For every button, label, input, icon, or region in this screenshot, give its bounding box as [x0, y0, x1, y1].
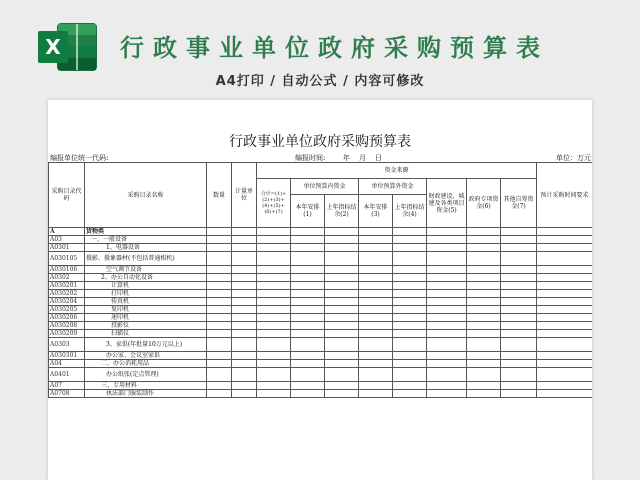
empty-cell[interactable]	[537, 382, 592, 390]
empty-cell[interactable]	[427, 266, 467, 274]
row-code-cell[interactable]: A0302	[49, 274, 85, 282]
empty-cell[interactable]	[537, 282, 592, 290]
empty-cell[interactable]	[393, 252, 427, 266]
row-name-cell[interactable]: 传真机	[85, 298, 207, 306]
empty-cell[interactable]	[393, 390, 427, 398]
empty-cell[interactable]	[501, 252, 537, 266]
table-row[interactable]	[49, 306, 593, 314]
table-row[interactable]	[49, 252, 593, 266]
header-quantity: 数量	[207, 163, 232, 228]
empty-cell[interactable]	[537, 330, 592, 338]
table-row[interactable]	[49, 266, 593, 274]
row-code-cell[interactable]: A030205	[49, 306, 85, 314]
empty-cell[interactable]	[207, 360, 232, 368]
currency-unit-label: 单位：万元	[556, 154, 591, 162]
empty-cell[interactable]	[467, 338, 501, 352]
empty-cell[interactable]	[325, 338, 359, 352]
row-code-cell[interactable]: A030301	[49, 352, 85, 360]
empty-cell[interactable]	[325, 306, 359, 314]
header-code: 采购目录代码	[49, 163, 85, 228]
table-row[interactable]	[49, 314, 593, 322]
empty-cell[interactable]	[207, 314, 232, 322]
row-name-cell[interactable]: 摄影、摄象器材(不包括普通相机)	[85, 252, 207, 266]
empty-cell[interactable]	[393, 298, 427, 306]
empty-cell[interactable]	[325, 290, 359, 298]
header-col-2: 上年指标结余(2)	[325, 195, 359, 228]
header-name: 采购目录名称	[85, 163, 207, 228]
empty-cell[interactable]	[501, 306, 537, 314]
row-code-cell[interactable]: A030106	[49, 266, 85, 274]
empty-cell[interactable]	[257, 298, 291, 306]
empty-cell[interactable]	[232, 228, 257, 236]
empty-cell[interactable]	[427, 282, 467, 290]
empty-cell[interactable]	[359, 382, 393, 390]
empty-cell[interactable]	[393, 236, 427, 244]
empty-cell[interactable]	[257, 314, 291, 322]
empty-cell[interactable]	[501, 266, 537, 274]
empty-cell[interactable]	[207, 352, 232, 360]
row-code-cell[interactable]: A030201	[49, 282, 85, 290]
budget-table	[48, 162, 592, 398]
empty-cell[interactable]	[537, 338, 592, 352]
month-label: 月	[359, 154, 366, 162]
row-code-cell[interactable]: A0708	[49, 390, 85, 398]
header-col-3: 本年安排(3)	[359, 195, 393, 228]
document-title: 行政事业单位政府采购预算表	[229, 134, 411, 150]
empty-cell[interactable]	[359, 306, 393, 314]
empty-cell[interactable]	[232, 244, 257, 252]
row-code-cell[interactable]: A030209	[49, 330, 85, 338]
empty-cell[interactable]	[291, 228, 325, 236]
header-col-1: 本年安排(1)	[291, 195, 325, 228]
empty-cell[interactable]	[467, 330, 501, 338]
empty-cell[interactable]	[467, 252, 501, 266]
empty-cell[interactable]	[537, 352, 592, 360]
banner-title: 行政事业单位政府采购预算表	[120, 34, 549, 62]
empty-cell[interactable]	[537, 252, 592, 266]
row-name-cell[interactable]: 2、办公自动化设备	[85, 274, 207, 282]
empty-cell[interactable]	[232, 390, 257, 398]
empty-cell[interactable]	[501, 282, 537, 290]
empty-cell[interactable]	[359, 252, 393, 266]
banner-subtitle: A4打印 / 自动公式 / 内容可修改	[215, 74, 425, 89]
empty-cell[interactable]	[232, 298, 257, 306]
empty-cell[interactable]	[427, 228, 467, 236]
empty-cell[interactable]	[291, 274, 325, 282]
empty-cell[interactable]	[291, 282, 325, 290]
row-code-cell[interactable]: A0301	[49, 244, 85, 252]
empty-cell[interactable]	[393, 306, 427, 314]
empty-cell[interactable]	[257, 252, 291, 266]
empty-cell[interactable]	[207, 382, 232, 390]
empty-cell[interactable]	[257, 306, 291, 314]
row-code-cell[interactable]: A030206	[49, 314, 85, 322]
empty-cell[interactable]	[537, 244, 592, 252]
empty-cell[interactable]	[467, 390, 501, 398]
empty-cell[interactable]	[427, 382, 467, 390]
empty-cell[interactable]	[325, 298, 359, 306]
empty-cell[interactable]	[359, 244, 393, 252]
empty-cell[interactable]	[537, 314, 592, 322]
empty-cell[interactable]	[393, 330, 427, 338]
empty-cell[interactable]	[207, 390, 232, 398]
empty-cell[interactable]	[291, 266, 325, 274]
empty-cell[interactable]	[467, 352, 501, 360]
empty-cell[interactable]	[207, 368, 232, 382]
empty-cell[interactable]	[393, 282, 427, 290]
table-row[interactable]	[49, 390, 593, 398]
row-code-cell[interactable]: A0303	[49, 338, 85, 352]
row-code-cell[interactable]: A04	[49, 360, 85, 368]
table-row[interactable]	[49, 330, 593, 338]
empty-cell[interactable]	[537, 298, 592, 306]
empty-cell[interactable]	[393, 290, 427, 298]
empty-cell[interactable]	[291, 360, 325, 368]
empty-cell[interactable]	[325, 314, 359, 322]
empty-cell[interactable]	[467, 368, 501, 382]
empty-cell[interactable]	[207, 252, 232, 266]
empty-cell[interactable]	[207, 274, 232, 282]
empty-cell[interactable]	[427, 390, 467, 398]
empty-cell[interactable]	[393, 244, 427, 252]
row-code-cell[interactable]: A	[49, 228, 85, 236]
excel-logo-icon	[36, 22, 98, 72]
spreadsheet-page	[48, 100, 592, 480]
empty-cell[interactable]	[291, 290, 325, 298]
empty-cell[interactable]	[232, 382, 257, 390]
header-gov-funds: 政府专项资金(6)	[467, 179, 501, 228]
table-row[interactable]	[49, 228, 593, 236]
empty-cell[interactable]	[232, 252, 257, 266]
empty-cell[interactable]	[257, 382, 291, 390]
empty-cell[interactable]	[291, 390, 325, 398]
empty-cell[interactable]	[257, 274, 291, 282]
empty-cell[interactable]	[427, 360, 467, 368]
empty-cell[interactable]	[325, 236, 359, 244]
empty-cell[interactable]	[537, 228, 592, 236]
empty-cell[interactable]	[257, 236, 291, 244]
empty-cell[interactable]	[291, 338, 325, 352]
empty-cell[interactable]	[207, 298, 232, 306]
row-name-cell[interactable]: 办公纸张(定点管理)	[85, 368, 207, 382]
empty-cell[interactable]	[232, 282, 257, 290]
empty-cell[interactable]	[467, 274, 501, 282]
empty-cell[interactable]	[232, 352, 257, 360]
empty-cell[interactable]	[257, 290, 291, 298]
empty-cell[interactable]	[537, 390, 592, 398]
empty-cell[interactable]	[359, 330, 393, 338]
empty-cell[interactable]	[257, 244, 291, 252]
empty-cell[interactable]	[359, 368, 393, 382]
row-name-cell[interactable]: 1、电器设备	[85, 244, 207, 252]
row-name-cell[interactable]: 一、一般设备	[85, 236, 207, 244]
row-name-cell[interactable]: 货物类	[85, 228, 207, 236]
empty-cell[interactable]	[427, 314, 467, 322]
empty-cell[interactable]	[427, 368, 467, 382]
empty-cell[interactable]	[207, 290, 232, 298]
empty-cell[interactable]	[537, 368, 592, 382]
table-row[interactable]	[49, 236, 593, 244]
empty-cell[interactable]	[467, 306, 501, 314]
empty-cell[interactable]	[359, 274, 393, 282]
empty-cell[interactable]	[232, 314, 257, 322]
row-name-cell[interactable]: 执法部门服装制作	[85, 390, 207, 398]
empty-cell[interactable]	[537, 360, 592, 368]
empty-cell[interactable]	[257, 228, 291, 236]
empty-cell[interactable]	[325, 322, 359, 330]
empty-cell[interactable]	[291, 330, 325, 338]
empty-cell[interactable]	[232, 290, 257, 298]
empty-cell[interactable]	[501, 228, 537, 236]
empty-cell[interactable]	[537, 274, 592, 282]
empty-cell[interactable]	[257, 368, 291, 382]
empty-cell[interactable]	[291, 322, 325, 330]
row-code-cell[interactable]: A030105	[49, 252, 85, 266]
empty-cell[interactable]	[291, 298, 325, 306]
empty-cell[interactable]	[257, 390, 291, 398]
empty-cell[interactable]	[393, 382, 427, 390]
empty-cell[interactable]	[207, 244, 232, 252]
table-row[interactable]	[49, 244, 593, 252]
logo-letter: X	[45, 35, 61, 59]
empty-cell[interactable]	[207, 236, 232, 244]
empty-cell[interactable]	[427, 252, 467, 266]
empty-cell[interactable]	[427, 306, 467, 314]
empty-cell[interactable]	[501, 330, 537, 338]
row-name-cell[interactable]: 扫描仪	[85, 330, 207, 338]
empty-cell[interactable]	[325, 228, 359, 236]
empty-cell[interactable]	[207, 228, 232, 236]
empty-cell[interactable]	[501, 322, 537, 330]
empty-cell[interactable]	[537, 236, 592, 244]
empty-cell[interactable]	[501, 298, 537, 306]
row-name-cell[interactable]: 复印机	[85, 306, 207, 314]
table-row[interactable]	[49, 352, 593, 360]
empty-cell[interactable]	[291, 236, 325, 244]
empty-cell[interactable]	[467, 382, 501, 390]
empty-cell[interactable]	[393, 266, 427, 274]
empty-cell[interactable]	[393, 360, 427, 368]
empty-cell[interactable]	[232, 306, 257, 314]
empty-cell[interactable]	[257, 282, 291, 290]
banner	[0, 0, 640, 98]
empty-cell[interactable]	[393, 314, 427, 322]
empty-cell[interactable]	[427, 236, 467, 244]
table-row[interactable]	[49, 298, 593, 306]
empty-cell[interactable]	[501, 290, 537, 298]
header-unit: 计量单位	[232, 163, 257, 228]
empty-cell[interactable]	[501, 314, 537, 322]
empty-cell[interactable]	[291, 244, 325, 252]
empty-cell[interactable]	[291, 314, 325, 322]
table-row[interactable]	[49, 338, 593, 352]
empty-cell[interactable]	[537, 290, 592, 298]
empty-cell[interactable]	[467, 360, 501, 368]
empty-cell[interactable]	[325, 352, 359, 360]
empty-cell[interactable]	[467, 314, 501, 322]
empty-cell[interactable]	[427, 274, 467, 282]
empty-cell[interactable]	[232, 368, 257, 382]
empty-cell[interactable]	[207, 282, 232, 290]
empty-cell[interactable]	[232, 274, 257, 282]
empty-cell[interactable]	[501, 382, 537, 390]
row-name-cell[interactable]: 计算机	[85, 282, 207, 290]
empty-cell[interactable]	[232, 322, 257, 330]
empty-cell[interactable]	[207, 330, 232, 338]
empty-cell[interactable]	[359, 338, 393, 352]
empty-cell[interactable]	[257, 266, 291, 274]
day-label: 日	[375, 154, 382, 162]
empty-cell[interactable]	[427, 244, 467, 252]
empty-cell[interactable]	[291, 252, 325, 266]
empty-cell[interactable]	[207, 338, 232, 352]
date-label: 编报时间:	[295, 154, 326, 162]
empty-cell[interactable]	[393, 228, 427, 236]
empty-cell[interactable]	[359, 298, 393, 306]
empty-cell[interactable]	[393, 352, 427, 360]
empty-cell[interactable]	[359, 322, 393, 330]
empty-cell[interactable]	[467, 236, 501, 244]
unit-code-label: 编报单位统一代码:	[50, 154, 109, 162]
empty-cell[interactable]	[467, 266, 501, 274]
row-name-cell[interactable]: 空气调节设备	[85, 266, 207, 274]
table-row[interactable]	[49, 274, 593, 282]
row-name-cell[interactable]: 打印机	[85, 290, 207, 298]
row-name-cell[interactable]: 投影仪	[85, 322, 207, 330]
table-row[interactable]	[49, 322, 593, 330]
row-code-cell[interactable]: A030208	[49, 322, 85, 330]
empty-cell[interactable]	[207, 306, 232, 314]
empty-cell[interactable]	[467, 244, 501, 252]
empty-cell[interactable]	[232, 360, 257, 368]
empty-cell[interactable]	[257, 352, 291, 360]
empty-cell[interactable]	[537, 322, 592, 330]
empty-cell[interactable]	[501, 274, 537, 282]
empty-cell[interactable]	[359, 266, 393, 274]
empty-cell[interactable]	[427, 322, 467, 330]
empty-cell[interactable]	[325, 266, 359, 274]
empty-cell[interactable]	[325, 252, 359, 266]
empty-cell[interactable]	[467, 290, 501, 298]
row-name-cell[interactable]: 办公家、会议室家俱	[85, 352, 207, 360]
empty-cell[interactable]	[257, 360, 291, 368]
empty-cell[interactable]	[232, 338, 257, 352]
empty-cell[interactable]	[325, 382, 359, 390]
empty-cell[interactable]	[467, 322, 501, 330]
empty-cell[interactable]	[537, 266, 592, 274]
empty-cell[interactable]	[207, 322, 232, 330]
empty-cell[interactable]	[501, 352, 537, 360]
empty-cell[interactable]	[427, 290, 467, 298]
empty-cell[interactable]	[291, 352, 325, 360]
empty-cell[interactable]	[325, 368, 359, 382]
empty-cell[interactable]	[232, 330, 257, 338]
header-outer-budget: 单位预算外资金	[359, 179, 427, 195]
row-code-cell[interactable]: A0401	[49, 368, 85, 382]
empty-cell[interactable]	[359, 290, 393, 298]
row-name-cell[interactable]: 速印机	[85, 314, 207, 322]
header-self-funds: 其他自筹资金(7)	[501, 179, 537, 228]
empty-cell[interactable]	[257, 322, 291, 330]
empty-cell[interactable]	[501, 236, 537, 244]
empty-cell[interactable]	[427, 330, 467, 338]
table-row[interactable]	[49, 290, 593, 298]
empty-cell[interactable]	[359, 236, 393, 244]
empty-cell[interactable]	[467, 282, 501, 290]
empty-cell[interactable]	[393, 368, 427, 382]
empty-cell[interactable]	[537, 306, 592, 314]
empty-cell[interactable]	[393, 274, 427, 282]
empty-cell[interactable]	[325, 330, 359, 338]
table-row[interactable]	[49, 368, 593, 382]
year-label: 年	[343, 154, 350, 162]
empty-cell[interactable]	[467, 228, 501, 236]
row-name-cell[interactable]: 3、家俱(年批量10万元以上)	[85, 338, 207, 352]
empty-cell[interactable]	[393, 322, 427, 330]
empty-cell[interactable]	[501, 390, 537, 398]
empty-cell[interactable]	[325, 244, 359, 252]
header-inner-budget: 单位预算内资金	[291, 179, 359, 195]
empty-cell[interactable]	[359, 314, 393, 322]
empty-cell[interactable]	[427, 298, 467, 306]
empty-cell[interactable]	[359, 228, 393, 236]
empty-cell[interactable]	[501, 338, 537, 352]
empty-cell[interactable]	[257, 330, 291, 338]
header-time-requirement: 预计采购时间要求	[537, 163, 592, 228]
empty-cell[interactable]	[325, 282, 359, 290]
empty-cell[interactable]	[325, 390, 359, 398]
row-code-cell[interactable]: A030202	[49, 290, 85, 298]
empty-cell[interactable]	[501, 360, 537, 368]
empty-cell[interactable]	[359, 390, 393, 398]
empty-cell[interactable]	[207, 266, 232, 274]
empty-cell[interactable]	[359, 360, 393, 368]
header-fund-source: 资金来源	[257, 163, 537, 179]
empty-cell[interactable]	[291, 306, 325, 314]
empty-cell[interactable]	[325, 360, 359, 368]
empty-cell[interactable]	[232, 236, 257, 244]
table-row[interactable]	[49, 282, 593, 290]
empty-cell[interactable]	[257, 338, 291, 352]
table-row[interactable]	[49, 382, 593, 390]
empty-cell[interactable]	[427, 338, 467, 352]
table-row[interactable]	[49, 360, 593, 368]
row-name-cell[interactable]: 三、专用材料	[85, 382, 207, 390]
empty-cell[interactable]	[467, 298, 501, 306]
empty-cell[interactable]	[427, 352, 467, 360]
empty-cell[interactable]	[359, 282, 393, 290]
row-name-cell[interactable]: 二、办公消耗用品	[85, 360, 207, 368]
empty-cell[interactable]	[393, 338, 427, 352]
empty-cell[interactable]	[232, 266, 257, 274]
empty-cell[interactable]	[291, 368, 325, 382]
row-code-cell[interactable]: A07	[49, 382, 85, 390]
empty-cell[interactable]	[325, 274, 359, 282]
empty-cell[interactable]	[359, 352, 393, 360]
row-code-cell[interactable]: A03	[49, 236, 85, 244]
table-body	[49, 228, 593, 398]
empty-cell[interactable]	[501, 368, 537, 382]
empty-cell[interactable]	[501, 244, 537, 252]
row-code-cell[interactable]: A030204	[49, 298, 85, 306]
header-fiscal-funds: 财政建设、城建及各类项目资金(5)	[427, 179, 467, 228]
empty-cell[interactable]	[291, 382, 325, 390]
header-col-4: 上年指标结余(4)	[393, 195, 427, 228]
header-total: 合计=(1)+(2)+(3)+(4)+(5)+(6)+(7)	[257, 179, 291, 228]
